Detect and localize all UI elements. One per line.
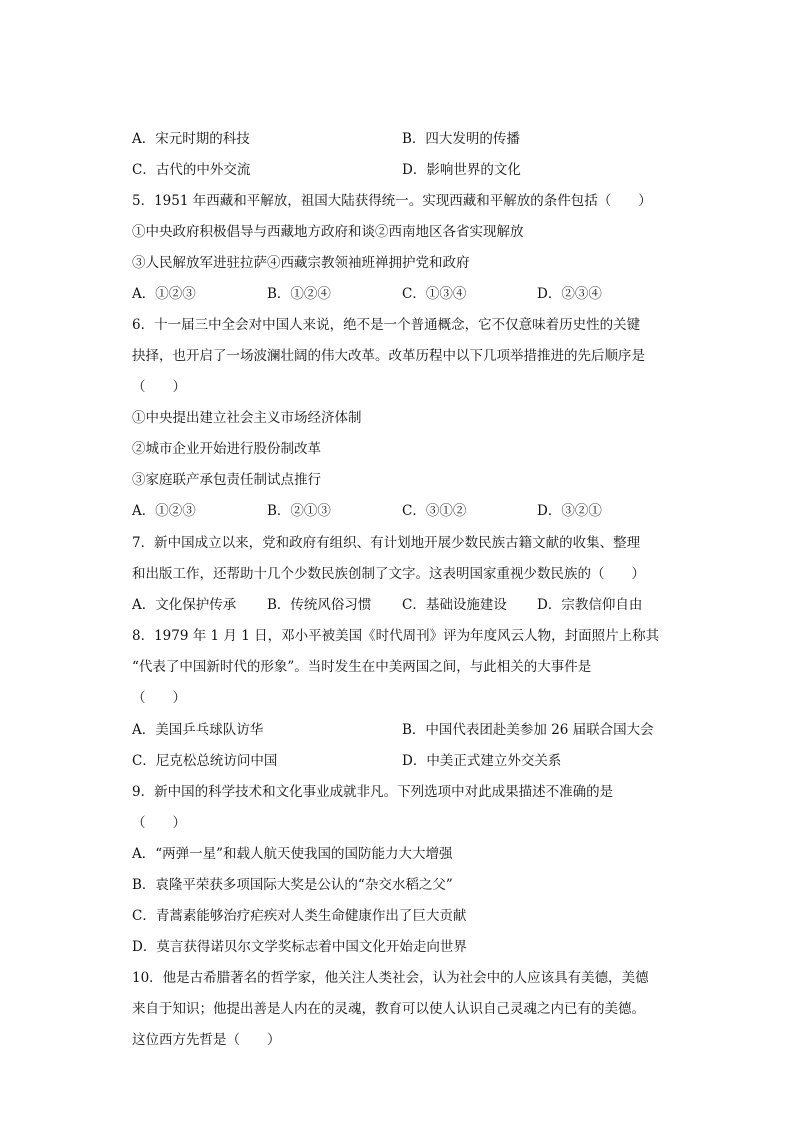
q8-option-d: D．中美正式建立外交关系 [402,753,562,769]
q8-option-b: B．中国代表团赴美参加 26 届联合国大会 [402,722,654,738]
q5-item-line1: ①中央政府积极倡导与西藏地方政府和谈②西南地区各省实现解放 [132,224,524,240]
q4-option-c: C．古代的中外交流 [132,162,251,178]
q7-option-b: B．传统风俗习惯 [267,597,372,613]
q4-options-row2 [132,160,672,180]
q5-option-d: D．②③④ [537,286,602,302]
q9-option-a: A．“两弹一星”和载人航天使我国的国防能力大大增强 [132,846,453,862]
q7-options [132,595,672,615]
q6-option-a: A．①②③ [132,503,196,519]
q8-option-c: C．尼克松总统访问中国 [132,753,278,769]
q5-item-line2: ③人民解放军进驻拉萨④西藏宗教领袖班禅拥护党和政府 [132,255,470,271]
q5-option-a: A．①②③ [132,286,196,302]
q8-stem-line2: “代表了中国新时代的形象”。当时发生在中美两国之间，与此相关的大事件是 [132,659,592,675]
q10-stem-line1: 10．他是古希腊著名的哲学家，他关注人类社会，认为社会中的人应该具有美德，美德 [132,970,649,986]
q6-option-d: D．③②① [537,503,602,519]
q6-option-b: B．②①③ [267,503,331,519]
q8-answer-paren: （ ） [132,690,186,706]
q5-stem: 5．1951 年西藏和平解放，祖国大陆获得统一。实现西藏和平解放的条件包括（ ） [132,193,652,209]
q7-option-c: C．基础设施建设 [402,597,507,613]
q9-stem-line1: 9．新中国的科学技术和文化事业成就非凡。下列选项中对此成果描述不准确的是 [132,784,614,800]
q4-option-a: A．宋元时期的科技 [132,131,250,147]
q6-option-c: C．③①② [402,503,467,519]
q4-options-row1 [132,129,672,149]
q8-option-a: A．美国乒乓球队访华 [132,722,264,738]
q10-stem-line3: 这位西方先哲是（ ） [132,1032,281,1048]
q6-options [132,501,672,521]
q4-option-d: D．影响世界的文化 [402,162,521,178]
q9-option-c: C．青蒿素能够治疗疟疾对人类生命健康作出了巨大贡献 [132,908,467,924]
q9-option-d: D．莫言获得诺贝尔文学奖标志着中国文化开始走向世界 [132,939,467,955]
q5-options [132,284,672,304]
q6-answer-paren: （ ） [132,379,186,395]
q4-option-b: B．四大发明的传播 [402,131,520,147]
q6-stem-line2: 抉择，也开启了一场波澜壮阔的伟大改革。改革历程中以下几项举措推进的先后顺序是 [132,348,645,364]
q8-options-row2 [132,751,672,771]
q7-option-a: A．文化保护传承 [132,597,237,613]
q7-stem-line1: 7．新中国成立以来，党和政府有组织、有计划地开展少数民族古籍文献的收集、整理 [132,535,641,551]
q8-stem-line1: 8．1979 年 1 月 1 日，邓小平被美国《时代周刊》评为年度风云人物，封面照片上称其 [132,628,660,644]
q8-options-row1 [132,720,672,740]
q6-item-1: ①中央提出建立社会主义市场经济体制 [132,410,362,426]
q6-stem-line1: 6．十一届三中全会对中国人来说，绝不是一个普通概念，它不仅意味着历史性的关键 [132,317,641,333]
q6-item-3: ③家庭联产承包责任制试点推行 [132,472,321,488]
q9-option-b: B．袁隆平荣获多项国际大奖是公认的“杂交水稻之父” [132,877,453,893]
q6-item-2: ②城市企业开始进行股份制改革 [132,441,321,457]
q5-option-c: C．①③④ [402,286,467,302]
q9-answer-paren: （ ） [132,815,186,831]
q10-stem-line2: 来自于知识；他提出善是人内在的灵魂，教育可以使人认识自己灵魂之内已有的美德。 [132,1001,645,1017]
q7-option-d: D．宗教信仰自由 [537,597,643,613]
q7-stem-line2: 和出版工作，还帮助十几个少数民族创制了文字。这表明国家重视少数民族的（ ） [132,566,645,582]
q5-option-b: B．①②④ [267,286,331,302]
